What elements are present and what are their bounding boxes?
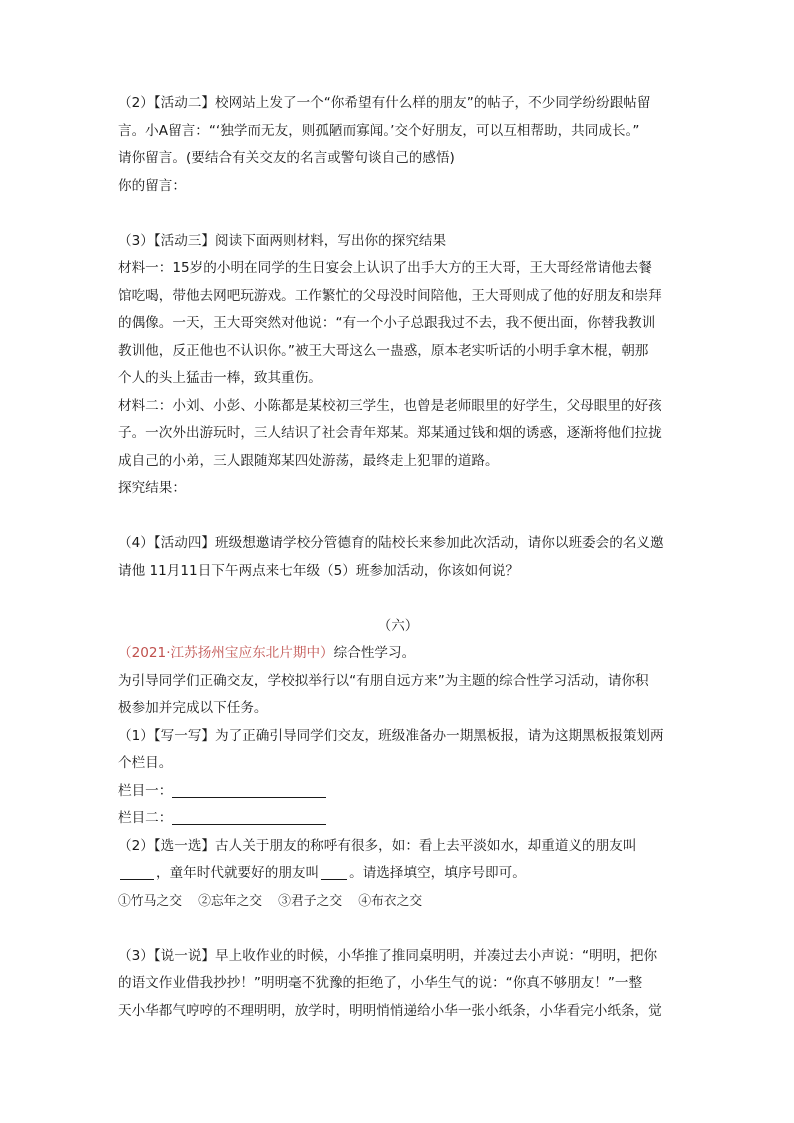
material1-line-2: 馆吃喝，带他去网吧玩游戏。工作繁忙的父母没时间陪他，王大哥则成了他的好朋友和崇拜: [118, 287, 662, 304]
source-tag: （2021·江苏扬州宝应东北片期中）: [118, 645, 334, 661]
material2-line-2: 子。一次外出游玩时，三人结识了社会青年郑某。郑某通过钱和烟的诱惑，逐渐将他们拉拢: [118, 425, 662, 441]
spacer: [118, 503, 678, 531]
source-suffix: 综合性学习。: [333, 645, 416, 661]
answer-label-result: 探究结果：: [118, 480, 186, 496]
column2-row: [118, 805, 678, 833]
write-task-line-2: 个栏目。: [118, 755, 173, 771]
choose-task-line-2: [118, 860, 678, 888]
spacer: [118, 585, 678, 613]
choose-text-b: 。请选择填空，填序号即可。: [349, 865, 526, 881]
spacer: [118, 200, 678, 228]
column2-label: 栏目二：: [118, 810, 173, 826]
material2-line-3: 成自己的小弟，三人跟随郑某四处游荡，最终走上犯罪的道路。: [118, 452, 499, 469]
activity4-line-2: 请他 11月11日下午两点来七年级（5）班参加活动，你该如何说？: [118, 562, 520, 579]
source-line: [118, 640, 678, 668]
column1-label: 栏目一：: [118, 782, 173, 799]
material1-line-3: 的偶像。一天，王大哥突然对他说：“有一个小子总跟我过不去，我不便出面，你替我教训: [118, 315, 656, 331]
intro-line-2: 极参加并完成以下任务。: [118, 700, 268, 716]
column1-row: [118, 778, 678, 806]
material1-line-4: 教训他，反正他也不认识你。”被王大哥这么一蛊惑，原本老实听话的小明手拿木棍，朝那: [118, 342, 649, 359]
activity4-line-1: （4）【活动四】班级想邀请学校分管德育的陆校长来参加此次活动，请你以班委会的名义邀: [118, 535, 664, 551]
option-4: ④布衣之交: [358, 893, 423, 909]
column1-answer-blank[interactable]: [172, 781, 326, 798]
answer-label-message: 你的留言：: [118, 177, 186, 194]
spacer: [118, 915, 678, 943]
option-3: ③君子之交: [278, 893, 343, 909]
choose-task-line-1: （2）【选一选】古人关于朋友的称呼有很多，如：看上去平淡如水，却重道义的朋友叫: [118, 837, 637, 854]
column2-answer-blank[interactable]: [172, 808, 326, 825]
option-1: ①竹马之交: [118, 893, 182, 909]
activity2-line-1: （2）【活动二】校网站上发了一个“你希望有什么样的朋友”的帖子，不少同学纷纷跟帖留: [118, 95, 651, 111]
fill-blank-2[interactable]: [321, 863, 347, 880]
options-row: [118, 888, 678, 916]
fill-blank-1[interactable]: [120, 863, 154, 880]
intro-line-1: 为引导同学们正确交友，学校拟举行以“有朋自远方来”为主题的综合性学习活动，请你积: [118, 672, 649, 689]
say-task-line-3: 天小华都气哼哼的不理明明，放学时，明明悄悄递给小华一张小纸条，小华看完小纸条，觉: [118, 1002, 662, 1019]
activity2-line-2: 言。小A留言：“‘独学而无友，则孤陋而寡闻。’交个好朋友，可以互相帮助，共同成长。”: [118, 122, 640, 139]
choose-text-a: ，童年时代就要好的朋友叫: [156, 865, 320, 881]
document-page: [118, 90, 678, 1025]
material1-line-5: 个人的头上猛击一棒，致其重伤。: [118, 370, 322, 386]
activity3-line-1: （3）【活动三】阅读下面两则材料，写出你的探究结果: [118, 232, 447, 249]
activity2-line-3: 请你留言。(要结合有关交友的名言或警句谈自己的感悟): [118, 150, 455, 166]
material2-line-1: 材料二：小刘、小彭、小陈都是某校初三学生，也曾是老师眼里的好学生，父母眼里的好孩: [118, 397, 662, 414]
option-2: ②忘年之交: [198, 893, 263, 909]
material1-line-1: 材料一：15岁的小明在同学的生日宴会上认识了出手大方的王大哥，王大哥经常请他去餐: [118, 260, 652, 276]
say-task-line-2: 的语文作业借我抄抄！”明明毫不犹豫的拒绝了，小华生气的说：“你真不够朋友！”一整: [118, 975, 643, 991]
write-task-line-1: （1）【写一写】为了正确引导同学们交友，班级准备办一期黑板报，请为这期黑板报策划两: [118, 727, 664, 744]
say-task-line-1: （3）【说一说】早上收作业的时候，小华推了推同桌明明，并凑过去小声说：“明明，把你: [118, 947, 658, 964]
section-number: （六）: [377, 617, 419, 634]
